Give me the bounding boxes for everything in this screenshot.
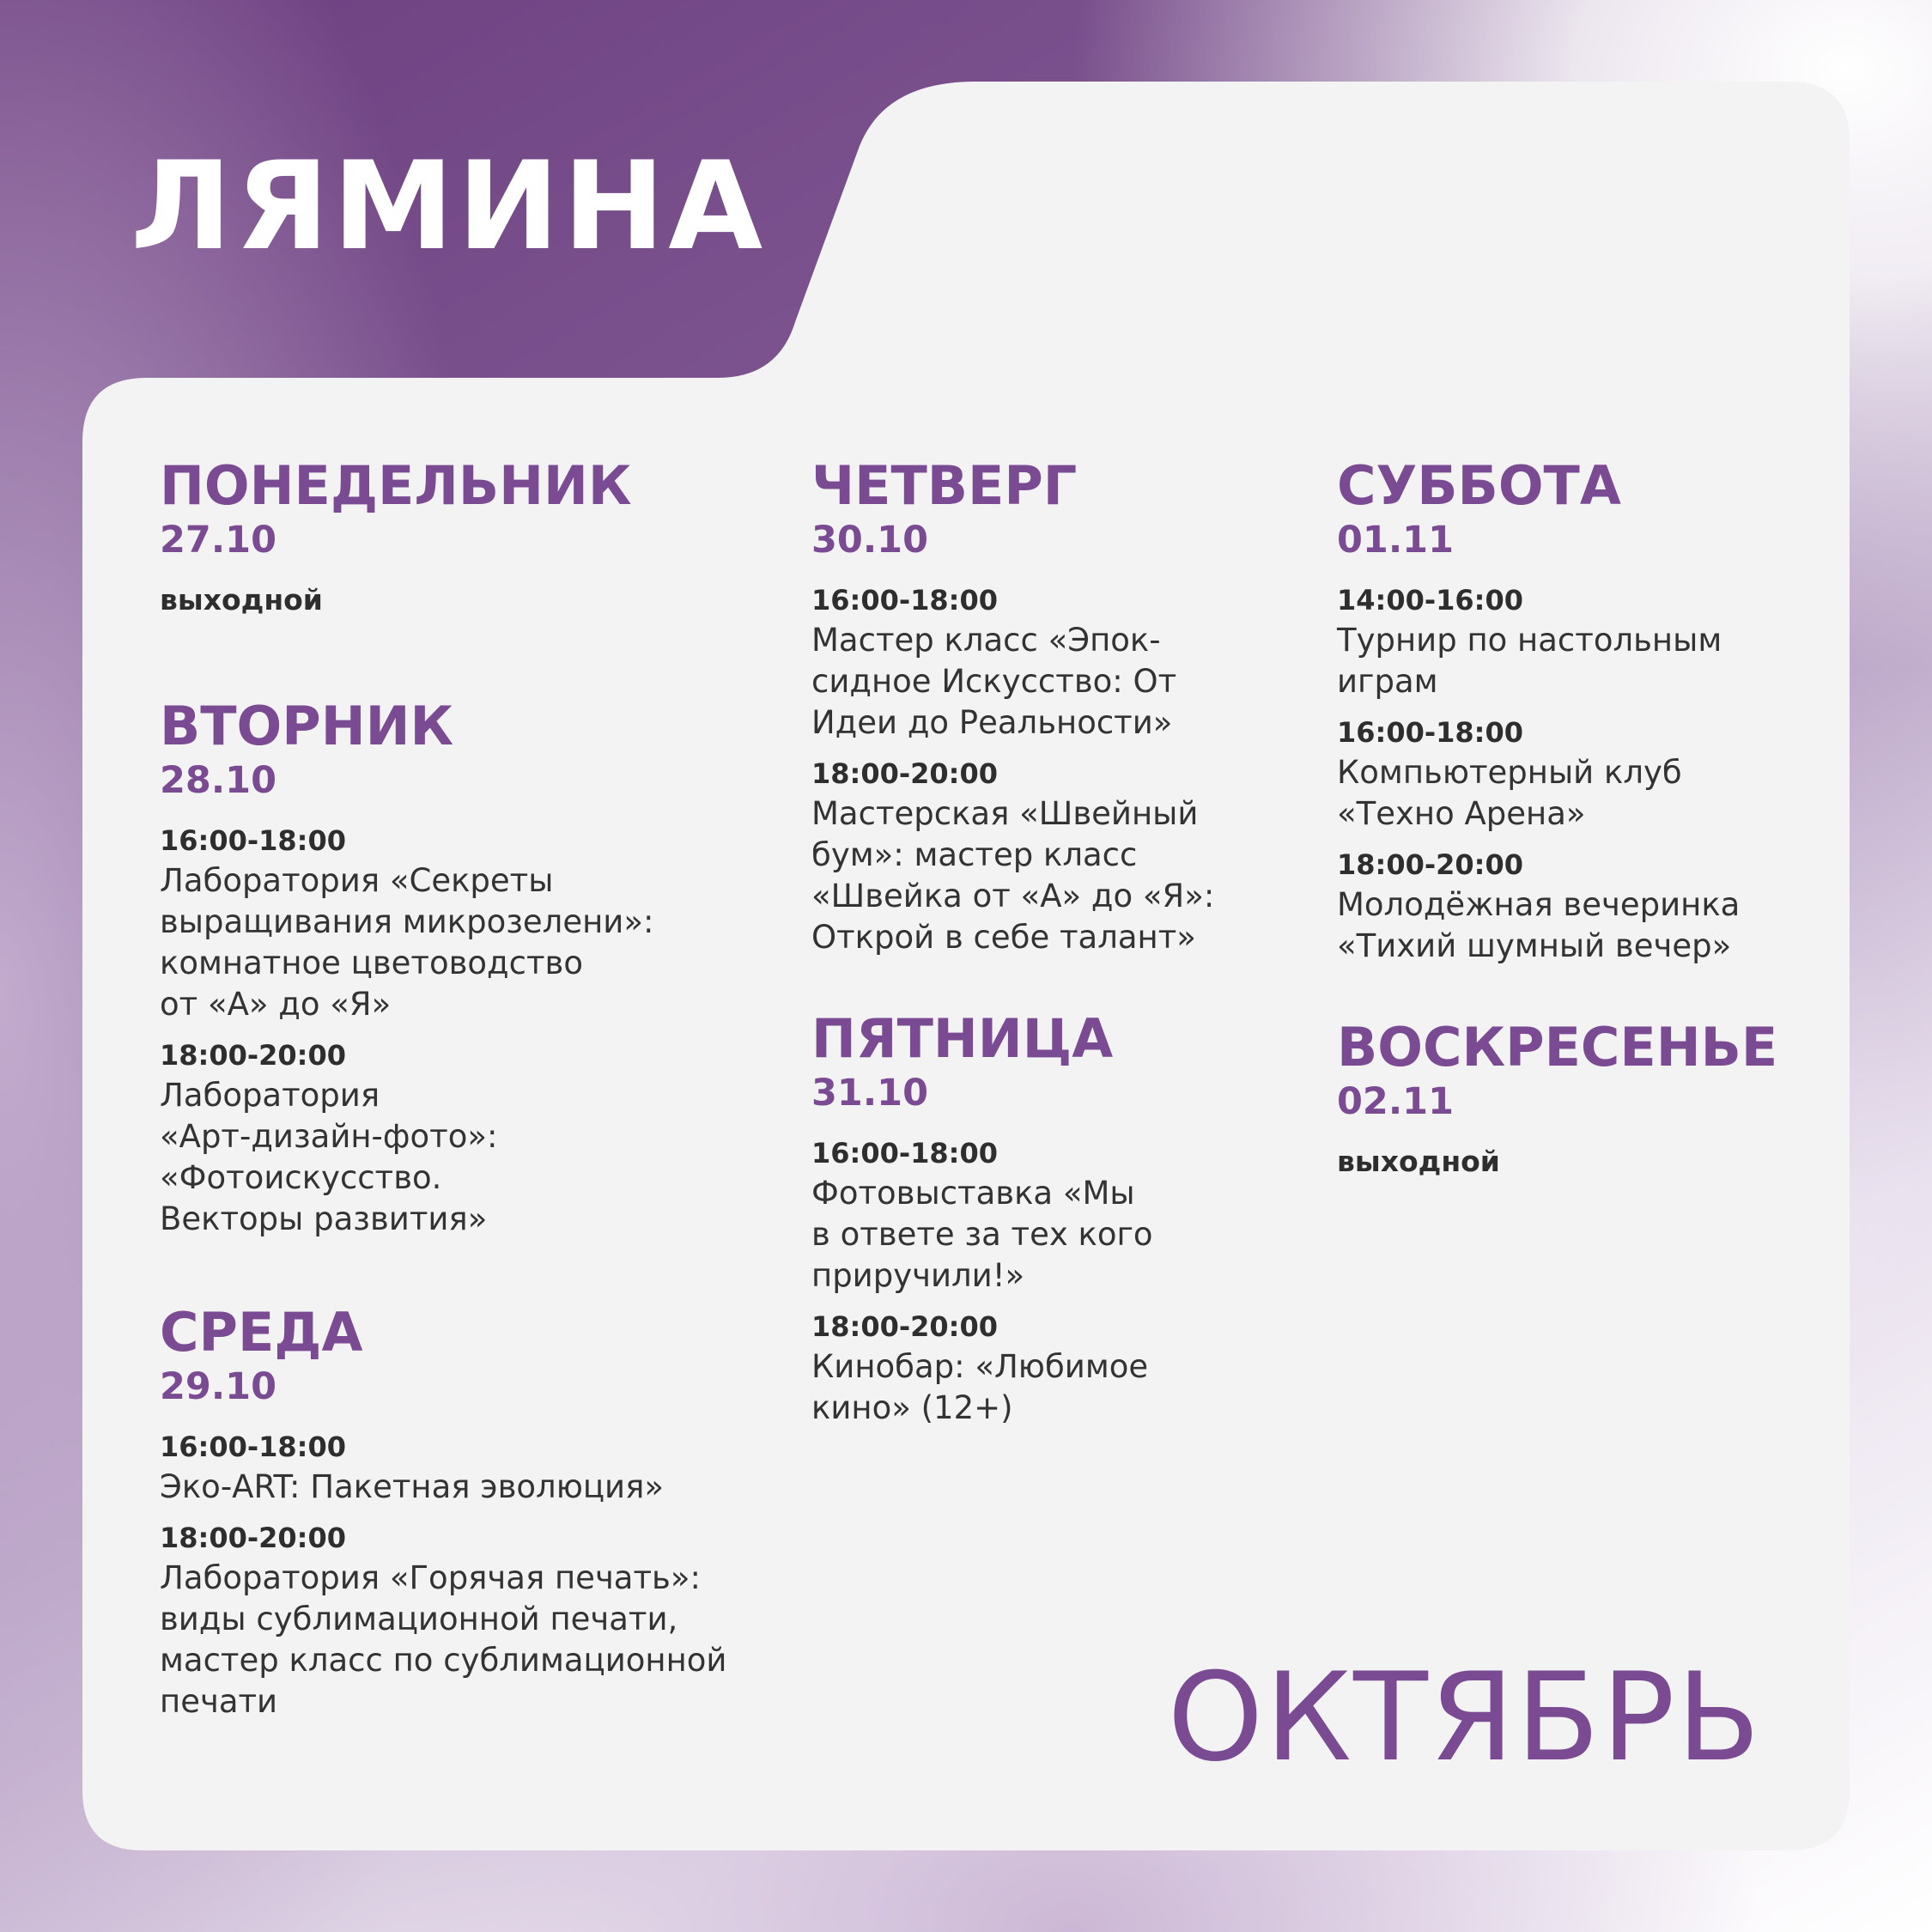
day-date: 27.10 — [160, 519, 277, 562]
day-date: 29.10 — [160, 1365, 277, 1408]
day-wednesday — [160, 1302, 778, 1722]
event-item — [811, 1307, 1292, 1429]
event-time: 16:00-18:00 — [1337, 716, 1523, 749]
event-item — [160, 821, 778, 1025]
event-title: Мастерская «Швейный бум»: мастер класс «Швейка от «А» до «Я»: Открой в себе талант» — [811, 795, 1215, 956]
day-thursday — [811, 455, 1292, 958]
event-title: Турнир по настольным играм — [1337, 622, 1722, 700]
brand-title: ЛЯМИНА — [131, 136, 767, 277]
event-time: 16:00-18:00 — [811, 1137, 998, 1170]
event-item — [1337, 713, 1818, 835]
event-item — [811, 580, 1292, 744]
day-tuesday — [160, 696, 778, 1240]
event-item — [160, 1518, 778, 1722]
day-date: 01.11 — [1337, 519, 1455, 562]
event-title: Кинобар: «Любимое кино» (12+) — [811, 1348, 1149, 1426]
event-title: Лаборатория «Арт-дизайн-фото»: «Фотоискусство. Векторы развития» — [160, 1077, 498, 1237]
schedule-column-2 — [811, 455, 1292, 1504]
event-title: Компьютерный клуб «Техно Арена» — [1337, 754, 1682, 832]
day-name: ПЯТНИЦА — [811, 1007, 1114, 1070]
event-title: Молодёжная вечеринка «Тихий шумный вечер» — [1337, 886, 1741, 964]
day-name: ЧЕТВЕРГ — [811, 454, 1078, 517]
day-name: СУББОТА — [1337, 454, 1621, 517]
day-date: 28.10 — [160, 759, 277, 802]
day-status: выходной — [160, 583, 323, 617]
day-date: 31.10 — [811, 1072, 929, 1115]
event-time: 18:00-20:00 — [811, 757, 998, 790]
day-monday — [160, 455, 778, 620]
day-name: ВОСКРЕСЕНЬЕ — [1337, 1016, 1778, 1078]
event-title: Эко-ART: Пакетная эволюция» — [160, 1468, 664, 1505]
event-title: Лаборатория «Горячая печать»: виды сублимационной печати, мастер класс по сублимационной печати — [160, 1559, 727, 1720]
event-item — [1337, 580, 1818, 702]
day-name: ПОНЕДЕЛЬНИК — [160, 454, 632, 517]
event-time: 16:00-18:00 — [160, 824, 346, 857]
day-date: 02.11 — [1337, 1080, 1455, 1123]
event-item — [811, 754, 1292, 958]
event-title: Мастер класс «Эпок- сидное Искусство: От Идеи до Реальности» — [811, 622, 1177, 741]
event-item — [1337, 845, 1818, 967]
day-status: выходной — [1337, 1145, 1500, 1178]
event-item — [811, 1133, 1292, 1297]
event-time: 14:00-16:00 — [1337, 584, 1523, 617]
day-name: ВТОРНИК — [160, 695, 454, 757]
day-saturday — [1337, 455, 1818, 967]
event-time: 18:00-20:00 — [160, 1039, 346, 1072]
day-friday — [811, 1008, 1292, 1429]
event-item — [160, 1427, 778, 1508]
event-title: Фотовыставка «Мы в ответе за тех кого приручили!» — [811, 1175, 1153, 1294]
schedule-column-3 — [1337, 455, 1818, 1257]
event-time: 18:00-20:00 — [160, 1522, 346, 1554]
event-time: 18:00-20:00 — [1337, 848, 1523, 881]
day-name: СРЕДА — [160, 1301, 363, 1364]
event-time: 16:00-18:00 — [160, 1431, 346, 1463]
day-date: 30.10 — [811, 519, 929, 562]
day-sunday — [1337, 1017, 1818, 1182]
event-item — [160, 1036, 778, 1240]
schedule-column-1 — [160, 455, 778, 1798]
event-time: 16:00-18:00 — [811, 584, 998, 617]
event-time: 18:00-20:00 — [811, 1310, 998, 1343]
month-label: ОКТЯБРЬ — [1167, 1647, 1762, 1789]
event-title: Лаборатория «Секреты выращивания микрозелени»: комнатное цветоводство от «А» до «Я» — [160, 862, 654, 1023]
